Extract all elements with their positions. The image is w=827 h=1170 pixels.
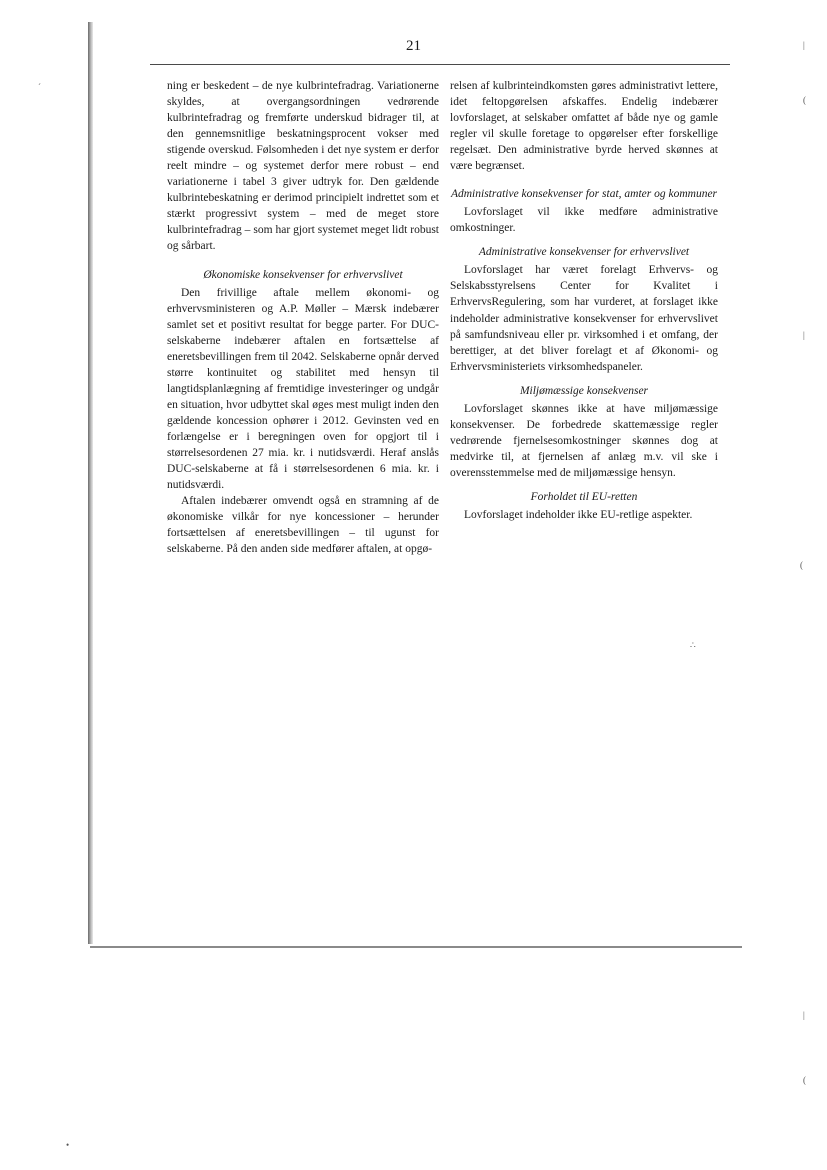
header-rule [150,64,730,65]
scan-bottom-edge [90,946,742,948]
paragraph-administrative-easing: relsen af kulbrinteindkomsten gøres administrativt lettere, idet feltopgørelsen afskaffes. Endelig indebærer lovforslaget, at selskaber omfattet af både nye og gamle regler vil skulle foretage to opgørelser efter forskellige regelsæt. Den administrative byrde herved skønnes at være begrænset. [450,80,718,173]
heading-eu-law: Forholdet til EU-retten [530,490,638,503]
scan-speck: | [803,40,805,50]
scan-binding-edge [88,22,93,944]
paragraph-eu-law: Lovforslaget indeholder ikke EU-retlige aspekter. [464,508,693,521]
paragraph-admin-business: Lovforslaget har været forelagt Erhvervs- og Selskabsstyrelsens Center for Kvalitet i ErhvervsRegulering, som har vurderet, at forslaget ikke indeholder administrative konsekvenser for erhvervslivet på samfundsniveau eller pr. virksomhed i et omfang, der berettiger, at det bliver forelagt et af Økonomi- og Erhvervsministeriets virksomhedspaneler. [450,264,718,373]
scan-speck: • [66,1140,70,1150]
heading-economic-consequences: Økonomiske konsekvenser for erhvervslivet [203,268,403,281]
heading-environment: Miljømæssige konsekvenser [519,384,649,397]
scan-speck: | [803,1010,805,1020]
scan-speck: ( [800,560,803,570]
paragraph-admin-state: Lovforslaget vil ikke medføre administrative omkostninger. [450,206,718,235]
scan-speck: ∴ [690,640,696,650]
right-column [450,78,718,523]
scan-speck: ( [803,95,806,105]
paragraph-robustness: ning er beskedent – de nye kulbrintefradrag. Variationerne skyldes, at overgangsordningen vedrørende kulbrintefradrag og fremførte underskud bidrager til, at den gennemsnitlige beskatningsprocent vokser med stigende overskud. Følsomheden i det nye system er derfor reelt mindre – og systemet derfor mere robust – end variationerne i tabel 3 giver udtryk for. Den gældende kulbrintebeskatning er derimod principielt indrettet som et stærkt progressivt system – med de meget store kulbrintefradrag – som har gjort systemet meget lidt robust og sårbart. [167,80,439,253]
page-number: 21 [406,38,421,54]
paragraph-environment: Lovforslaget skønnes ikke at have miljømæssige konsekvenser. De forbedrede skattemæssige regler vedrørende fjernelsesomkostninger skønnes dog at medvirke til, at fjernelsen af anlæg m.v. vil ske i overensstemmelse med de miljømæssige hensyn. [450,402,718,479]
heading-admin-state: Administrative konsekvenser for stat, amter og kommuner [450,188,718,201]
scan-speck: ˊ [38,82,41,92]
left-column [167,78,439,557]
heading-admin-business: Administrative konsekvenser for erhvervslivet [478,246,690,259]
paragraph-voluntary-agreement: Den frivillige aftale mellem økonomi- og erhvervsministeren og A.P. Møller – Mærsk indebærer samlet set et positivt resultat for begge parter. For DUC-selskaberne indebærer aftalen en fortsættelse af eneretsbevillingen frem til 2042. Selskaberne opnår derved større kontinuitet og stabilitet med hensyn til langtidsplanlægning af fremtidige investeringer og undgår en situation, hvor udbyttet skal øges mest muligt inden den gældende koncession ophører i 2012. Gevinsten ved en forlængelse er i beregningen oven for opgjort til i størrelsesordenen 27 mia. kr. i nutidsværdi. Heraf anslås DUC-selskaberne at få i størrelsesordenen 6 mia. kr. i nutidsværdi. [167,286,439,492]
scan-speck: ( [803,1075,806,1085]
paragraph-tightening: Aftalen indebærer omvendt også en stramning af de økonomiske vilkår for nye koncessioner – herunder fortsættelsen af eneretsbevillingen – til ugunst for selskaberne. På den anden side medfører aftalen, at opgø- [167,495,439,556]
scan-speck: | [803,330,805,340]
